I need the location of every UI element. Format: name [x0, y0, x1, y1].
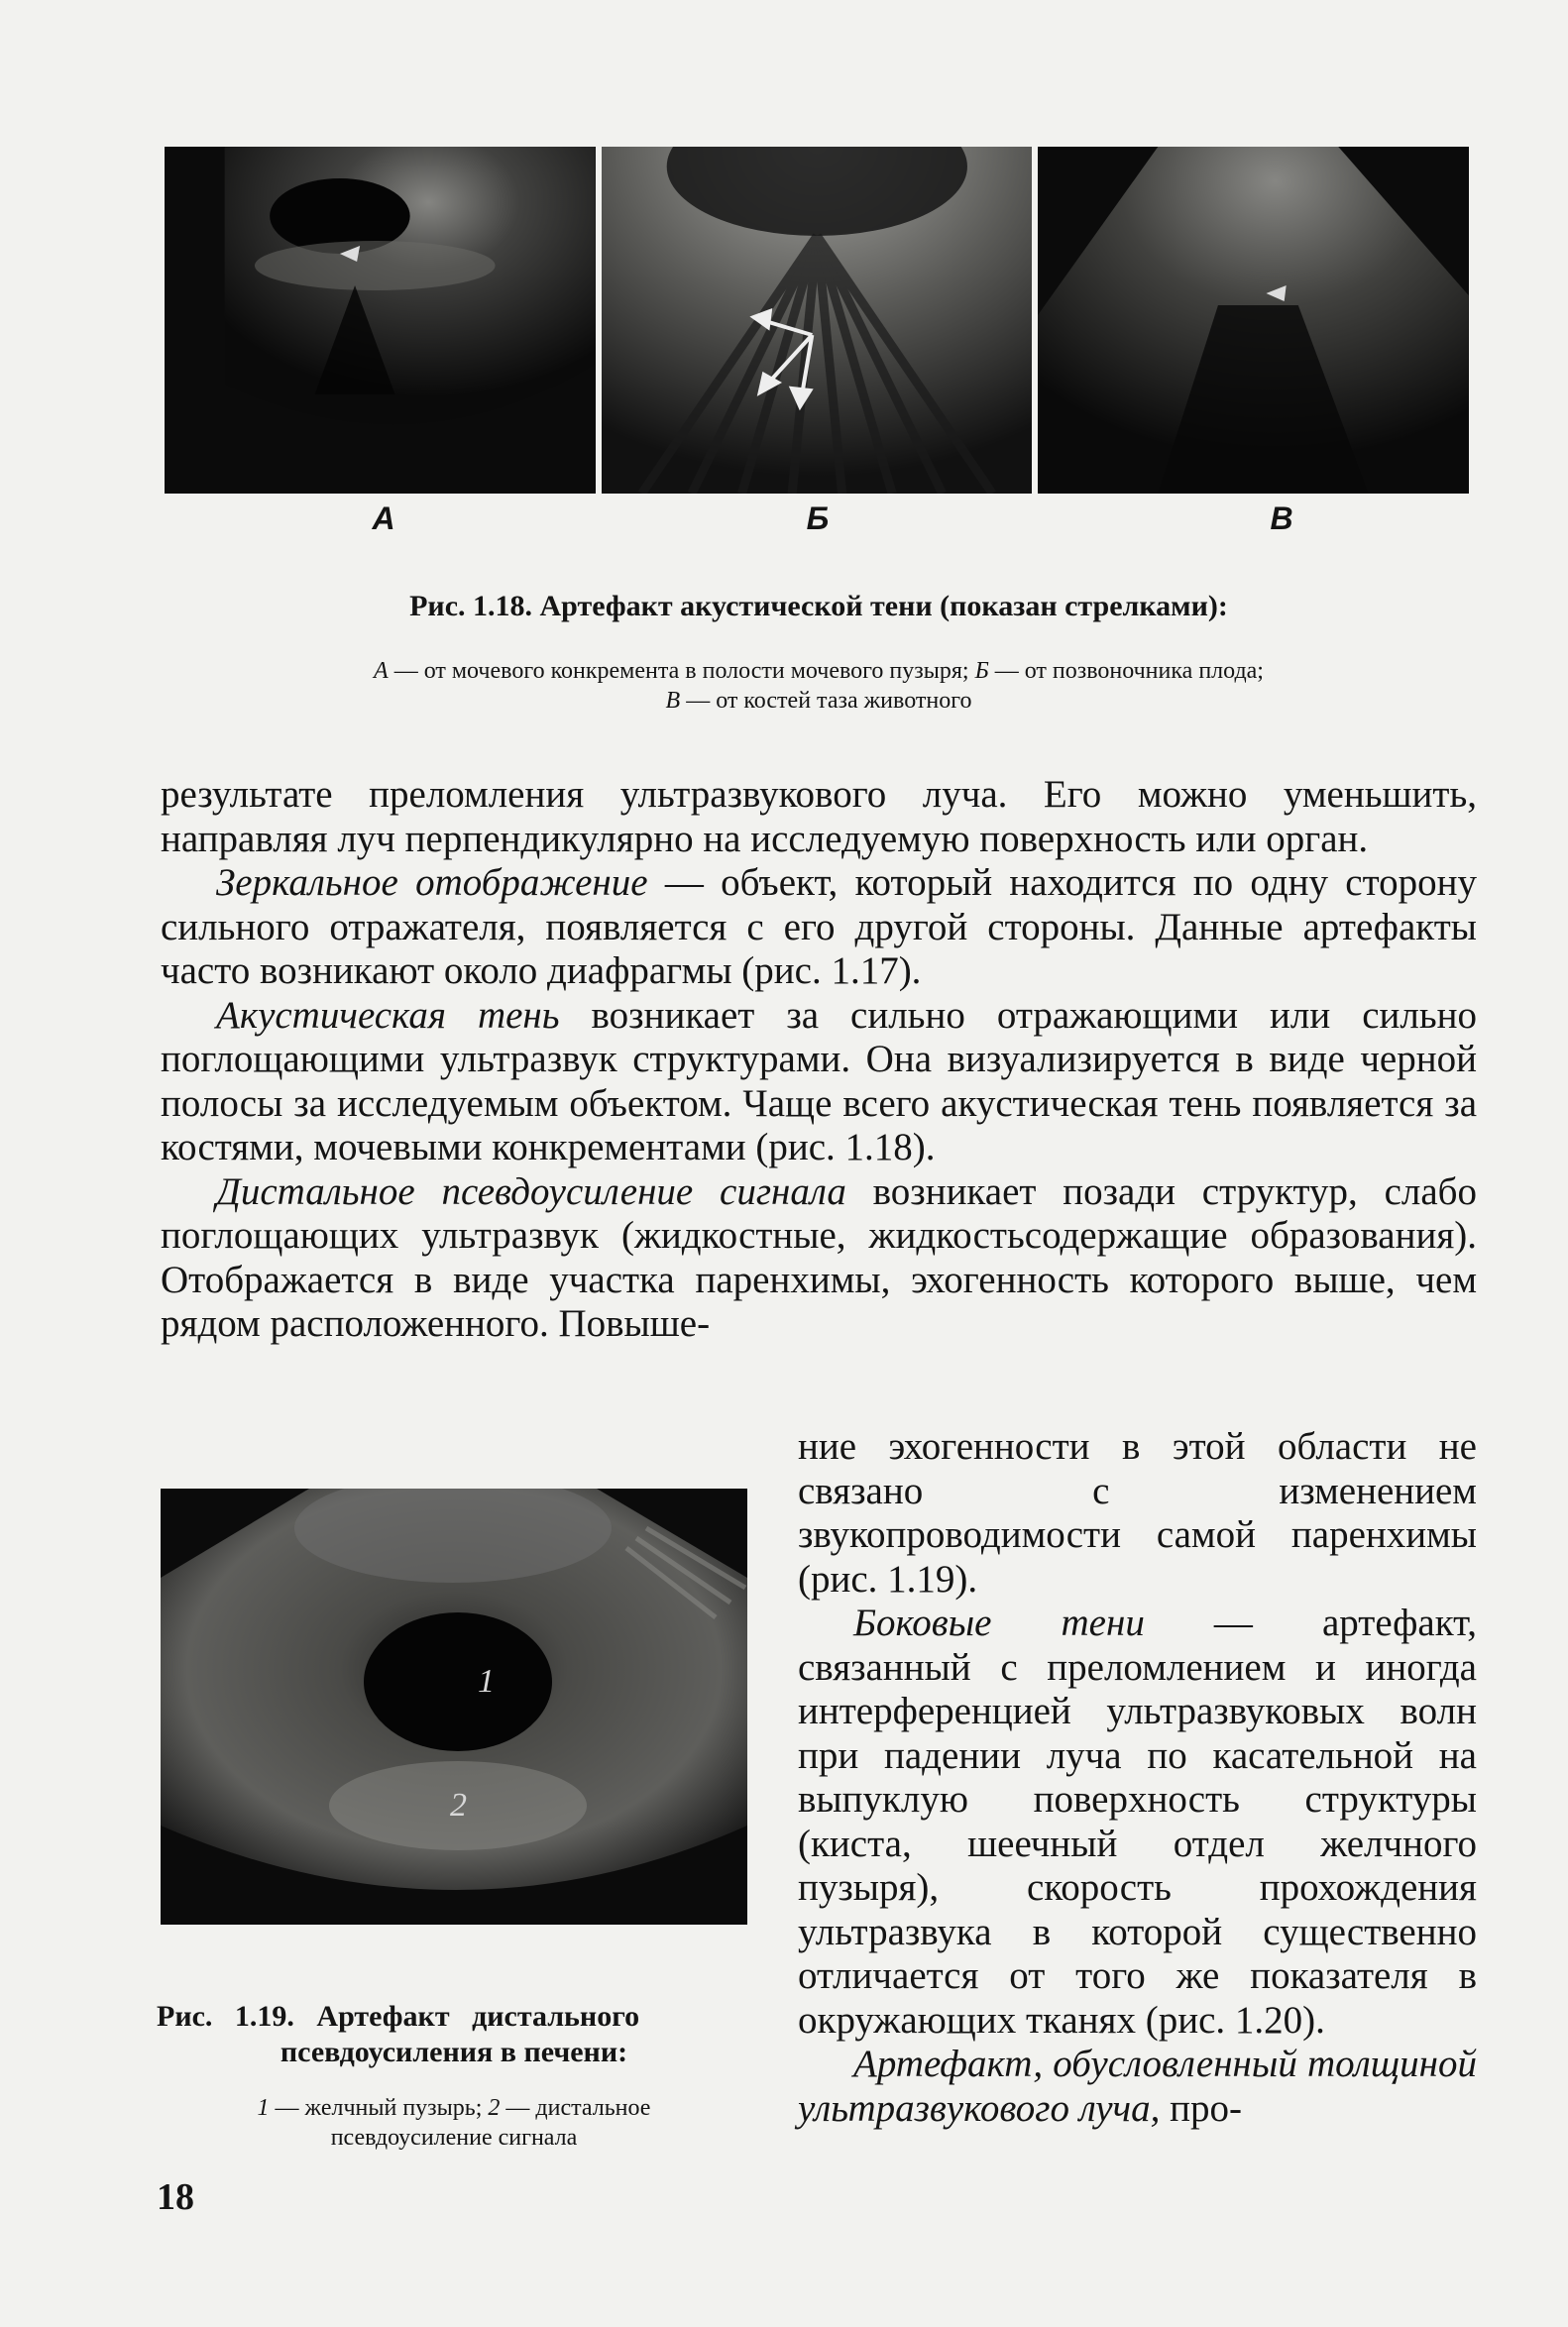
- paragraph: ние эхогенности в этой области не связано с изменением звукопроводимости самой паренхимы (рис. 1.19).: [798, 1425, 1477, 1601]
- figure-1-19-caption-title-line-1: Рис. 1.19. Артефакт дистального: [157, 2000, 640, 2033]
- ultrasound-image-a: [165, 147, 596, 494]
- page-number: 18: [157, 2176, 194, 2218]
- paragraph: Дистальное псевдоусиление сигнала возникает позади структур, слабо поглощающих ультразвук (жидкостные, жидкостьсодержащие образования). Отображается в виде участка паренхимы, эхогенность которого выше, чем рядом расположенного. Повыше-: [161, 1169, 1477, 1345]
- paragraph: Зеркальное отображение — объект, который находится по одну сторону сильного отражателя, появляется с его другой стороны. Данные артефакты часто возникают около диафрагмы (рис. 1.17).: [161, 861, 1477, 992]
- body-text-right-column: [798, 1425, 1477, 2131]
- ultrasound-image-b: [602, 147, 1033, 494]
- figure-1-19-ultrasound-image: [161, 1489, 747, 1925]
- figure-1-19-caption-line-2: псевдоусиление сигнала: [330, 2125, 578, 2151]
- ultrasound-image-v: [1038, 147, 1469, 494]
- figure-1-18-caption-line-2: В — от костей таза животного: [665, 688, 972, 714]
- panel-label-v: В: [1270, 500, 1293, 536]
- paragraph: результате преломления ультразвукового луча. Его можно уменьшить, направляя луч перпендикулярно на исследуемую поверхность или орган.: [161, 773, 1477, 860]
- paragraph: Артефакт, обусловленный толщиной ультразвукового луча, про-: [798, 2043, 1477, 2130]
- body-text: [161, 773, 1477, 1347]
- figure-1-19-caption-line-1: 1 — желчный пузырь; 2 — дистальное: [257, 2095, 651, 2121]
- image-label-1: 1: [478, 1663, 495, 1700]
- panel-label-b: Б: [806, 500, 830, 536]
- image-label-2: 2: [450, 1787, 467, 1824]
- panel-label-a: А: [372, 500, 395, 536]
- paragraph: Боковые тени — артефакт, связанный с преломлением и иногда интерференцией ультразвуковых волн при падении луча по касательной на выпуклую поверхность структуры (киста, шеечный отдел желчного пузыря), скорость прохождения ультразвука в которой существенно отличается от того же показателя в окружающих тканях (рис. 1.20).: [798, 1602, 1477, 2042]
- figure-1-19-caption-title-line-2: псевдоусиления в печени:: [280, 2036, 628, 2068]
- figure-1-18-caption-line-1: А — от мочевого конкремента в полости мочевого пузыря; Б — от позвоночника плода;: [374, 658, 1264, 684]
- paragraph: Акустическая тень возникает за сильно отражающими или сильно поглощающими ультразвук структурами. Она визуализируется в виде черной полосы за исследуемым объектом. Чаще всего акустическая тень появляется за костями, мочевыми конкрементами (рис. 1.18).: [161, 993, 1477, 1168]
- figure-1-18: [165, 147, 1469, 494]
- figure-1-18-caption-title: Рис. 1.18. Артефакт акустической тени (показан стрелками):: [409, 590, 1228, 622]
